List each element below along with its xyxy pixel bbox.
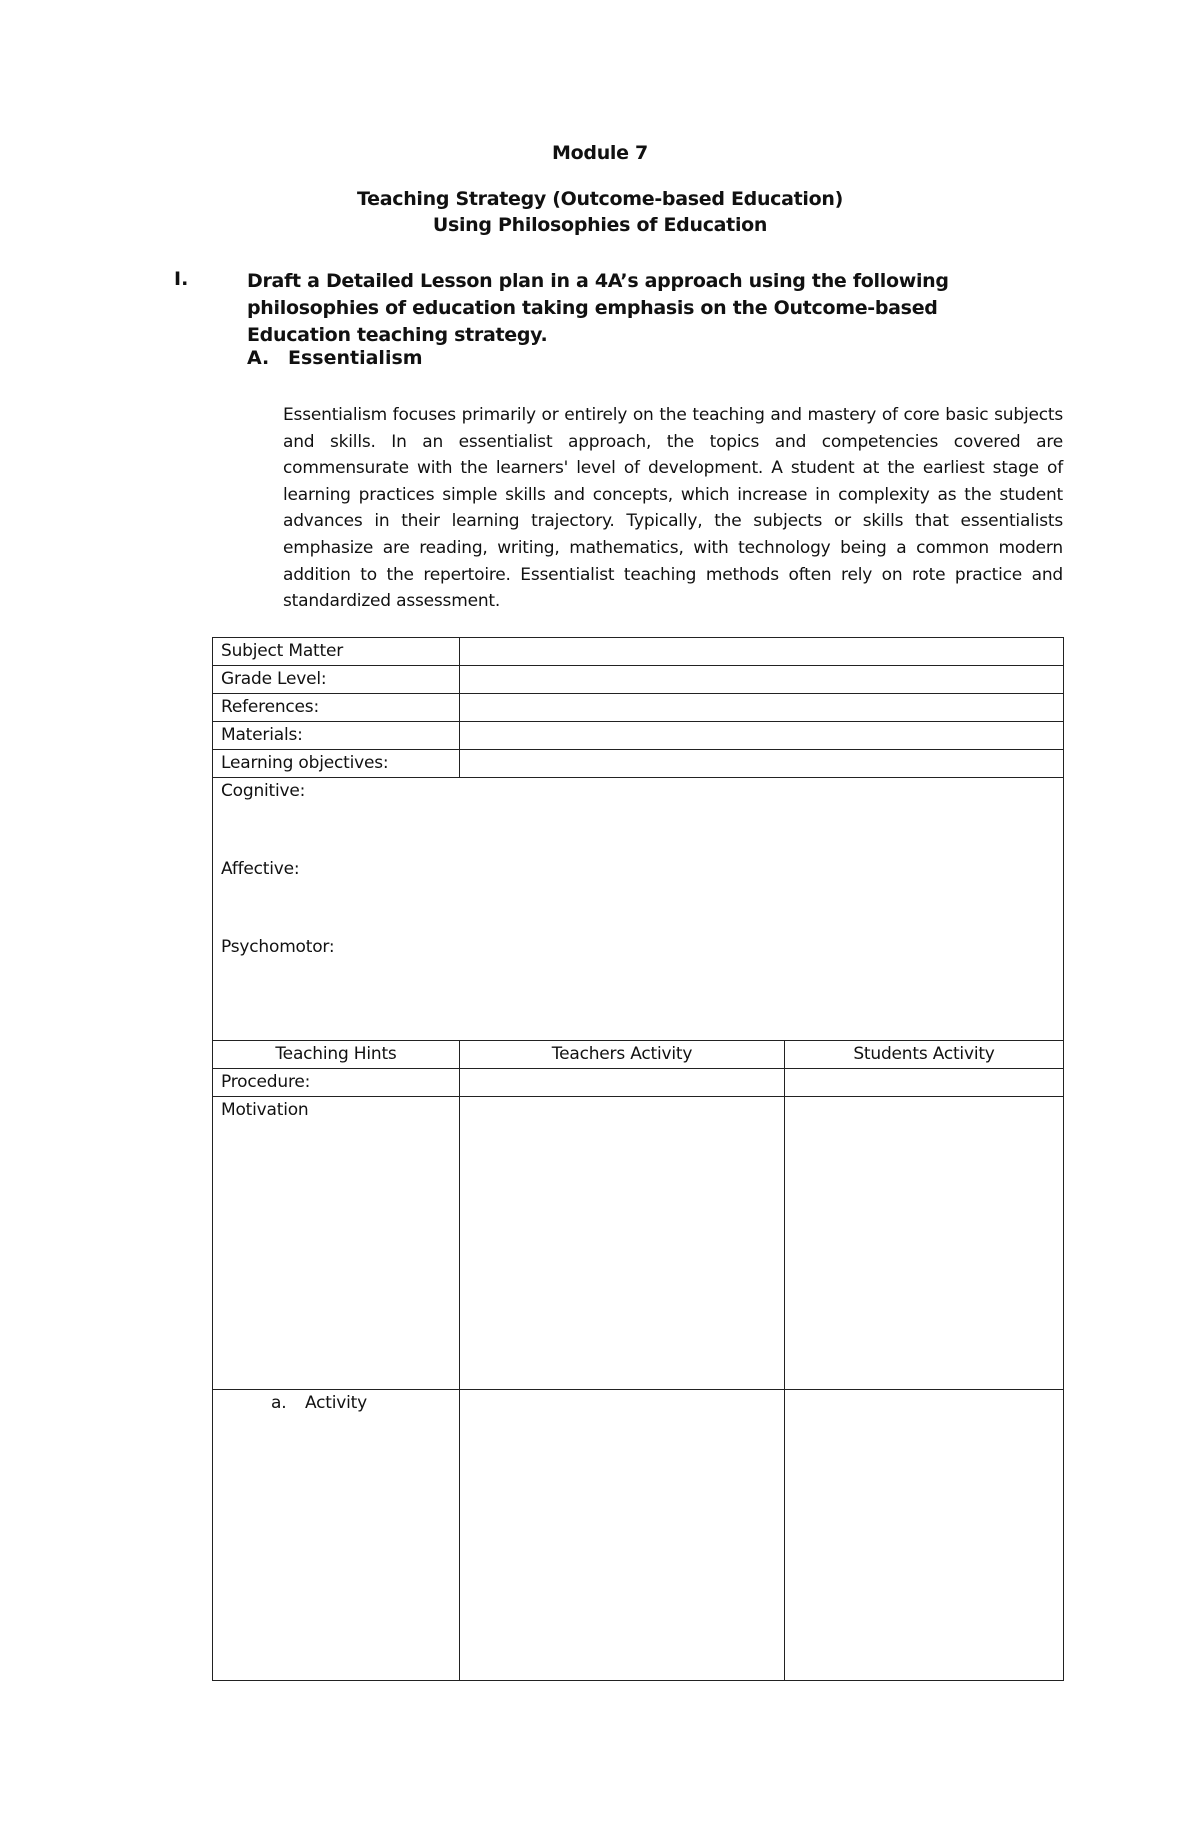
teaching-hints-header: Teaching Hints (213, 1041, 460, 1069)
references-label: References: (213, 694, 460, 722)
table-row (213, 750, 1064, 778)
activity-header-row (213, 1041, 1064, 1069)
grade-level-field[interactable] (460, 666, 1064, 694)
objectives-row (213, 778, 1064, 1041)
essentialism-paragraph: Essentialism focuses primarily or entirely on the teaching and mastery of core basic subjects and skills. In an essentialist approach, the topics and competencies covered are commensurate with the learners' level of development. A student at the earliest stage of learning practices simple skills and concepts, which increase in complexity as the student advances in their learning trajectory. Typically, the subjects or skills that essentialists emphasize are reading, writing, mathematics, with technology being a common modern addition to the repertoire. Essentialist teaching methods often rely on rote practice and standardized assessment. (283, 405, 1063, 612)
subsection-title: Essentialism (288, 347, 423, 369)
motivation-row (213, 1097, 1064, 1390)
activity-teachers-cell[interactable] (460, 1390, 785, 1681)
table-row (213, 666, 1064, 694)
module-title: Module 7 (552, 142, 648, 164)
learning-objectives-label: Learning objectives: (213, 750, 460, 778)
table-row (213, 694, 1064, 722)
teachers-activity-header: Teachers Activity (460, 1041, 785, 1069)
activity-row (213, 1390, 1064, 1681)
lesson-plan-table (212, 637, 1064, 1681)
procedure-row (213, 1069, 1064, 1097)
procedure-label: Procedure: (213, 1069, 460, 1097)
motivation-teachers-cell[interactable] (460, 1097, 785, 1390)
subtitle-line-2: Using Philosophies of Education (432, 214, 768, 236)
procedure-students-cell[interactable] (785, 1069, 1064, 1097)
students-activity-header: Students Activity (785, 1041, 1064, 1069)
cognitive-label: Cognitive: (221, 781, 306, 801)
references-field[interactable] (460, 694, 1064, 722)
subject-matter-label: Subject Matter (213, 638, 460, 666)
grade-level-label: Grade Level: (213, 666, 460, 694)
activity-label: Activity (305, 1393, 367, 1413)
table-row (213, 638, 1064, 666)
subject-matter-field[interactable] (460, 638, 1064, 666)
affective-label: Affective: (221, 859, 300, 879)
section-instruction: Draft a Detailed Lesson plan in a 4A’s approach using the following philosophies of education taking emphasis on the Outcome-based Education teaching strategy. (247, 270, 949, 346)
section-number: I. (174, 268, 189, 290)
motivation-label: Motivation (213, 1097, 460, 1390)
psychomotor-label: Psychomotor: (221, 937, 335, 957)
table-row (213, 722, 1064, 750)
activity-students-cell[interactable] (785, 1390, 1064, 1681)
learning-objectives-field[interactable] (460, 750, 1064, 778)
subsection-letter: A. (247, 347, 270, 369)
activity-label-cell (213, 1390, 460, 1681)
materials-label: Materials: (213, 722, 460, 750)
objectives-cell[interactable] (213, 778, 1064, 1041)
materials-field[interactable] (460, 722, 1064, 750)
activity-letter: a. (271, 1393, 287, 1413)
subtitle-line-1: Teaching Strategy (Outcome-based Education) (356, 188, 844, 210)
procedure-teachers-cell[interactable] (460, 1069, 785, 1097)
motivation-students-cell[interactable] (785, 1097, 1064, 1390)
